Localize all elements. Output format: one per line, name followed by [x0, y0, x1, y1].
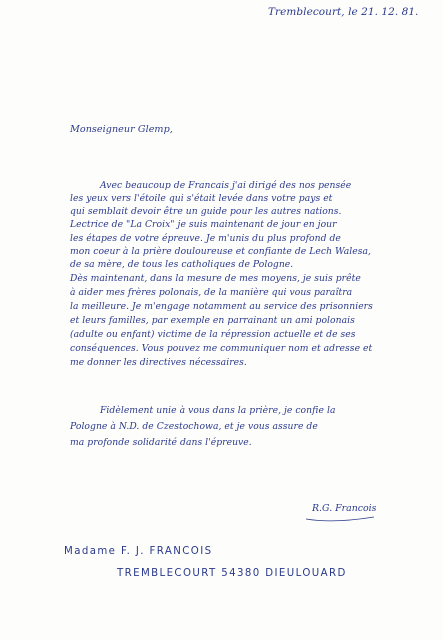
- paragraph-1-line: Avec beaucoup de Francais j'ai dirigé des nos pensée: [100, 180, 352, 191]
- paragraph-2-line: la meilleure. Je m'engage notamment au service des prisonniers: [70, 301, 373, 312]
- paragraph-1-line: qui semblait devoir être un guide pour les autres nations.: [70, 206, 342, 217]
- paragraph-3-line: Pologne à N.D. de Czestochowa, et je vous assure de: [70, 421, 318, 432]
- paragraph-2-line: (adulte ou enfant) victime de la répression actuelle et de ses: [70, 329, 356, 340]
- paragraph-2-line: Dès maintenant, dans la mesure de mes moyens, je suis prête: [70, 273, 361, 284]
- paragraph-2-line: me donner les directives nécessaires.: [70, 357, 247, 368]
- sender-address-line-1: Madame F. J. FRANCOIS: [64, 546, 213, 557]
- paragraph-2-line: conséquences. Vous pouvez me communiquer nom et adresse et: [70, 343, 373, 354]
- paragraph-1-line: les yeux vers l'étoile qui s'était levée dans votre pays et: [70, 193, 333, 204]
- paragraph-1-line: Lectrice de "La Croix" je suis maintenant de jour en jour: [70, 219, 337, 230]
- paragraph-3-line: Fidèlement unie à vous dans la prière, je confie la: [100, 405, 336, 416]
- signature: R.G. Francois: [312, 503, 377, 514]
- letter-date: Tremblecourt, le 21. 12. 81.: [268, 6, 419, 18]
- letter-salutation: Monseigneur Glemp,: [70, 124, 173, 135]
- paragraph-1-line: les étapes de votre épreuve. Je m'unis du plus profond de: [70, 233, 341, 244]
- paragraph-2-line: à aider mes frères polonais, de la manière qui vous paraîtra: [70, 287, 353, 298]
- paragraph-1-line: mon coeur à la prière douloureuse et confiante de Lech Walesa,: [70, 246, 371, 257]
- paragraph-1-line: de sa mère, de tous les catholiques de Pologne.: [70, 259, 294, 270]
- paragraph-2-line: et leurs familles, par exemple en parrainant un ami polonais: [70, 315, 355, 326]
- paragraph-3-line: ma profonde solidarité dans l'épreuve.: [70, 437, 252, 448]
- sender-address-line-2: TREMBLECOURT 54380 DIEULOUARD: [117, 568, 347, 579]
